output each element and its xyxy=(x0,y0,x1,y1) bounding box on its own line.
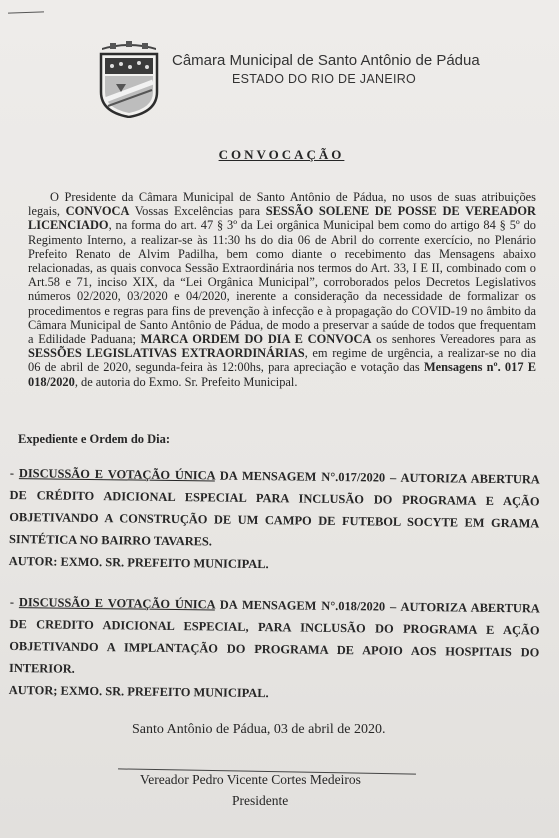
body-text: , na forma do art. 47 § 3º da Lei orgânica Municipal bem como do artigo 84 § 5º do Regimento Interno, a realizar-se às 11:30 hs do dia 06 de Abril do corrente exercício, no Plenário Prefeito Renato de Alvim Padilha, bem como diante o recebimento das Mensagens abaixo relacionadas, as quais convoca Sessão Extraordinária nos termos do Art. 33, I E II, combinado com o Art.58 e 71, inciso XIX, da “Lei Orgânica Municipal”, corroborados pelos Decretos Legislativos números 02/2020, 03/2020 e 04/2020, inerente a consideração da necessidade de formalizar os procedimentos e regras para fins de prevenção à infecção e à propagação do COVID-19 no âmbito da Câmara Municipal de Santo Antônio de Pádua, de modo a preservar a saúde de todos que frequentam a Edilidade Paduana; xyxy=(28,218,536,347)
agenda-item xyxy=(9,591,540,707)
item-prefix: - xyxy=(9,465,20,481)
document-title: CONVOCAÇÃO xyxy=(218,147,345,162)
section-title: Expediente e Ordem do Dia: xyxy=(18,432,171,446)
item-author: AUTOR: EXMO. SR. PREFEITO MUNICIPAL. xyxy=(8,553,269,572)
agenda-item xyxy=(9,462,540,578)
item-text: DA MENSAGEM N°.018/2020 – AUTORIZA ABERTURA DE CREDITO ADICIONAL ESPECIAL, PARA INCLUSÃO DO PROGRAMA E AÇÃO OBJETIVANDO A IMPLANTAÇÃO DO PROGRAMA DE APOIO AOS HOSPITAIS DO INTERIOR. xyxy=(8,597,540,676)
letterhead xyxy=(96,40,536,120)
body-text: os senhores Vereadores para as xyxy=(371,332,536,347)
pen-mark xyxy=(8,11,44,13)
signer-role: Presidente xyxy=(232,793,289,808)
body-text: , de autoria do Exmo. Sr. Prefeito Municipal. xyxy=(74,374,298,389)
signer-name: Vereador Pedro Vicente Cortes Medeiros xyxy=(140,772,361,787)
place-date: Santo Antônio de Pádua, 03 de abril de 2020. xyxy=(132,722,386,737)
body-text: O Presidente da Câmara Municipal de Santo Antônio de Pádua, no usos de suas atribuições legais, xyxy=(28,190,536,219)
body-emphasis: SESSÃO SOLENE DE POSSE DE VEREADOR LICENCIADO xyxy=(28,204,536,233)
institution-name: Câmara Municipal de Santo Antônio de Pádua xyxy=(172,52,480,69)
body-text: Vossas Excelências para xyxy=(129,204,266,219)
state-name: ESTADO DO RIO DE JANEIRO xyxy=(232,72,417,86)
body-paragraph xyxy=(28,190,536,389)
item-prefix: - xyxy=(9,594,20,610)
item-head: DISCUSSÃO E VOTAÇÃO ÚNICA xyxy=(18,595,215,612)
body-emphasis: SESSÕES LEGISLATIVAS EXTRAORDINÁRIAS xyxy=(28,346,305,361)
body-emphasis: MARCA ORDEM DO DIA E CONVOCA xyxy=(140,332,372,347)
body-text: , em regime de urgência, a realizar-se no dia 06 de abril de 2020, segunda-feira às 12:00hs, para apreciação e votação das xyxy=(28,346,536,375)
item-author: AUTOR; EXMO. SR. PREFEITO MUNICIPAL. xyxy=(8,682,269,701)
coat-of-arms-icon xyxy=(96,40,162,118)
body-emphasis: CONVOCA xyxy=(65,204,130,219)
body-emphasis: Mensagens nº. 017 E 018/2020 xyxy=(28,360,536,389)
item-head: DISCUSSÃO E VOTAÇÃO ÚNICA xyxy=(18,466,215,483)
item-text: DA MENSAGEM N°.017/2020 – AUTORIZA ABERTURA DE CRÉDITO ADICIONAL ESPECIAL PARA INCLUSÃO DO PROGRAMA E AÇÃO OBJETIVANDO A CONSTRUÇÃO DE UM CAMPO DE FUTEBOL SOCYTE EM GRAMA SINTÉTICA NO BAIRRO TAVARES. xyxy=(8,468,540,549)
